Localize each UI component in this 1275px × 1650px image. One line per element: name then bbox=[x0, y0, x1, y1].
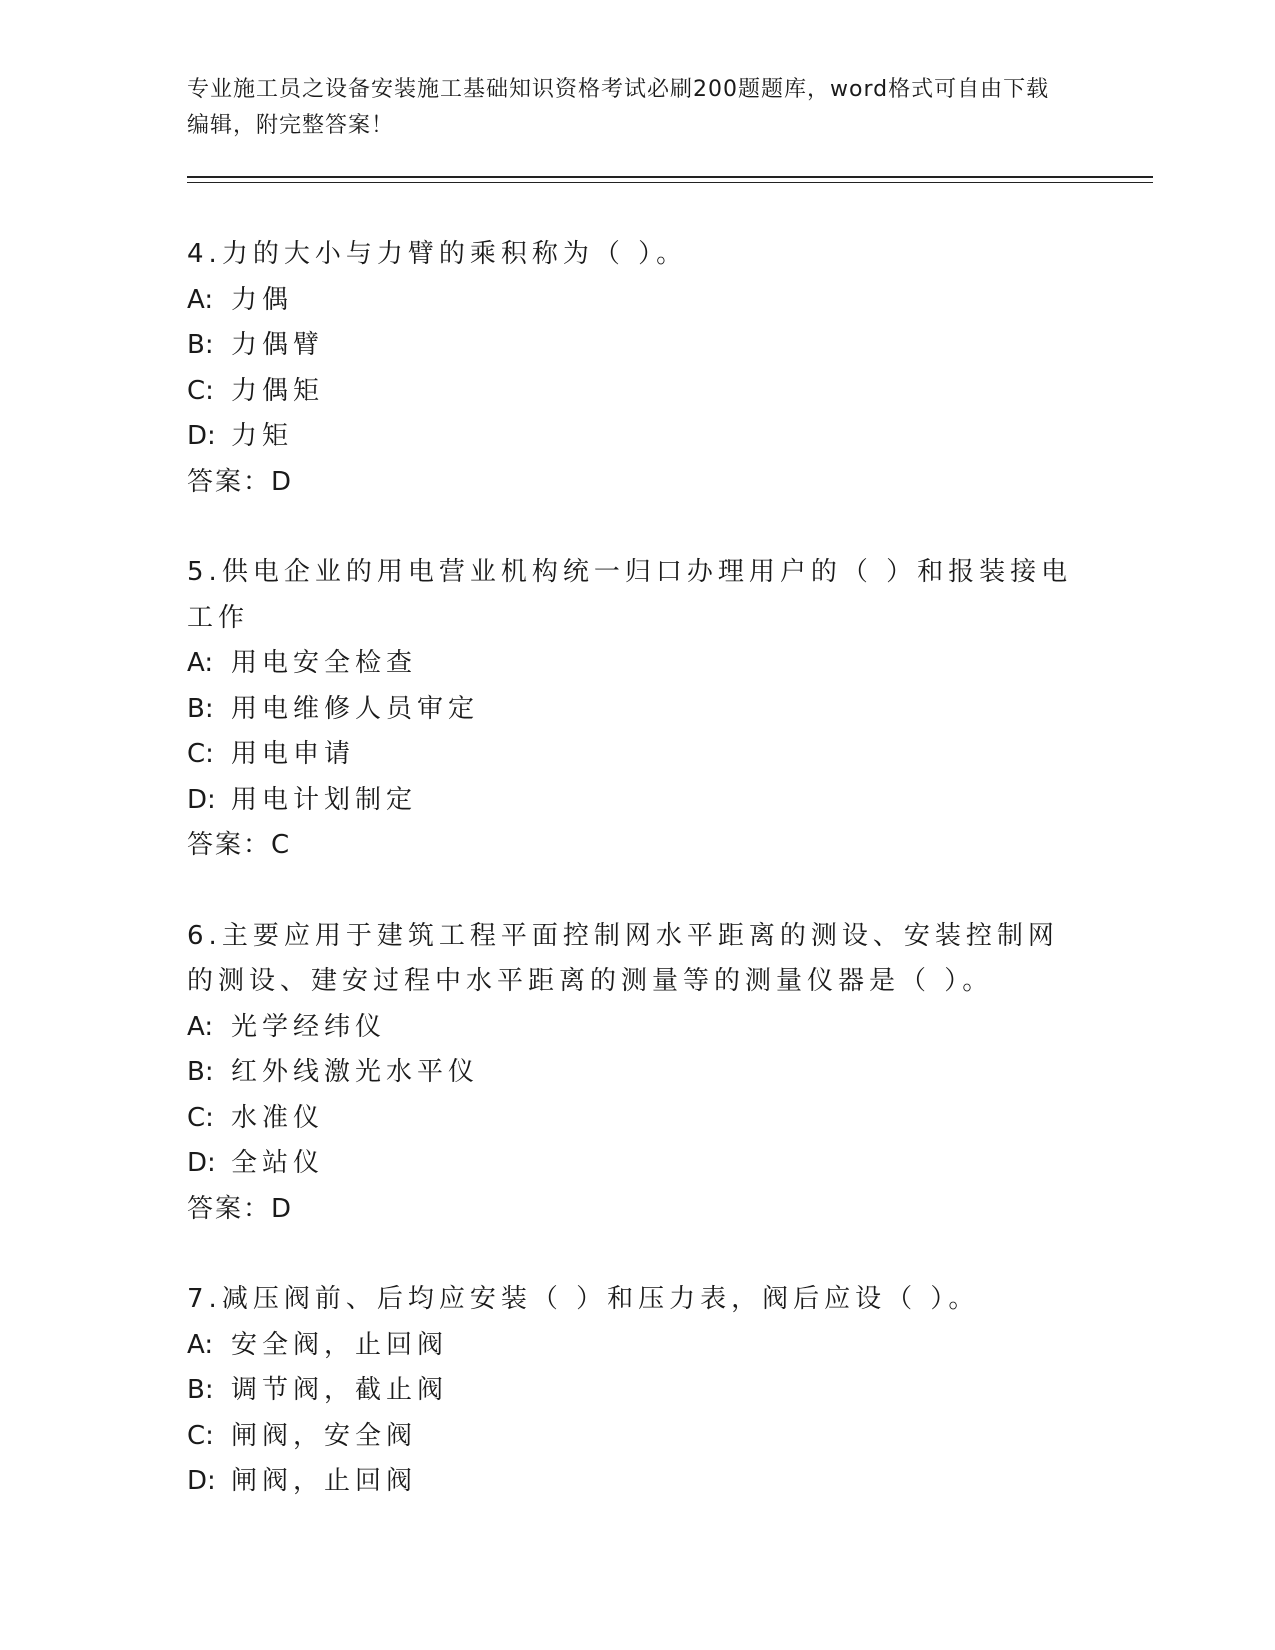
question-stem: 供电企业的用电营业机构统一归口办理用户的（ ）和报装接电工作 bbox=[187, 557, 1073, 633]
option-letter: A: bbox=[187, 1329, 214, 1360]
question-stem: 减压阀前、后均应安装（ ）和压力表，阀后应设（ ）。 bbox=[221, 1284, 980, 1314]
option-d bbox=[187, 778, 1087, 824]
option-letter: B: bbox=[187, 1375, 214, 1405]
option-a bbox=[187, 641, 1087, 687]
option-d bbox=[187, 1141, 1087, 1187]
question-text bbox=[187, 550, 1087, 641]
answer-line: 答案：C bbox=[187, 830, 292, 860]
question-number: 6. bbox=[187, 920, 222, 951]
option-text: 水准仪 bbox=[231, 1102, 325, 1133]
option-b bbox=[187, 687, 1087, 733]
option-letter: D: bbox=[187, 784, 216, 815]
option-letter: B: bbox=[187, 693, 214, 724]
option-d bbox=[187, 1459, 1087, 1505]
option-a bbox=[187, 278, 1087, 324]
option-text: 用电计划制定 bbox=[231, 784, 418, 815]
option-letter: C: bbox=[187, 1102, 214, 1133]
answer-line: 答案：D bbox=[187, 1193, 294, 1224]
option-b bbox=[187, 1050, 1087, 1096]
option-text: 力偶 bbox=[231, 284, 294, 315]
option-text: 力偶矩 bbox=[231, 375, 325, 406]
option-text: 力矩 bbox=[231, 421, 294, 451]
document-header: 专业施工员之设备安装施工基础知识资格考试必刷200题题库，word格式可自由下载编辑，附完整答案！ bbox=[187, 77, 1050, 138]
option-a bbox=[187, 1323, 1087, 1369]
option-text: 用电申请 bbox=[231, 739, 356, 769]
option-letter: A: bbox=[187, 284, 214, 315]
option-text: 调节阀，截止阀 bbox=[231, 1375, 449, 1405]
option-text: 用电安全检查 bbox=[231, 648, 418, 678]
option-letter: B: bbox=[187, 330, 214, 360]
option-letter: C: bbox=[187, 375, 214, 406]
question-text bbox=[187, 232, 1087, 278]
header-rule-thin bbox=[187, 182, 1153, 183]
question-list bbox=[187, 232, 1087, 1550]
option-letter: D: bbox=[187, 1466, 216, 1496]
option-c bbox=[187, 732, 1087, 778]
question-number: 4. bbox=[187, 239, 222, 269]
option-b bbox=[187, 323, 1087, 369]
option-letter: C: bbox=[187, 739, 214, 769]
header-rule-thick bbox=[187, 176, 1153, 178]
option-a bbox=[187, 1005, 1087, 1051]
option-letter: C: bbox=[187, 1420, 214, 1451]
question-text bbox=[187, 914, 1087, 1005]
option-text: 光学经纬仪 bbox=[231, 1011, 387, 1042]
option-text: 用电维修人员审定 bbox=[231, 693, 480, 724]
question-text bbox=[187, 1277, 1087, 1323]
answer-line: 答案：D bbox=[187, 466, 294, 497]
option-text: 安全阀，止回阀 bbox=[231, 1329, 449, 1360]
question-6 bbox=[187, 914, 1087, 1233]
option-letter: B: bbox=[187, 1057, 214, 1087]
option-letter: D: bbox=[187, 1148, 216, 1178]
option-c bbox=[187, 369, 1087, 415]
option-c bbox=[187, 1414, 1087, 1460]
question-stem: 力的大小与力臂的乘积称为（ ）。 bbox=[221, 239, 688, 269]
option-text: 全站仪 bbox=[231, 1148, 325, 1178]
option-b bbox=[187, 1368, 1087, 1414]
question-number: 7. bbox=[187, 1284, 222, 1314]
option-text: 闸阀，止回阀 bbox=[231, 1466, 418, 1496]
option-letter: A: bbox=[187, 1011, 214, 1042]
option-text: 闸阀，安全阀 bbox=[231, 1420, 418, 1451]
option-letter: D: bbox=[187, 421, 216, 451]
option-d bbox=[187, 414, 1087, 460]
question-5 bbox=[187, 550, 1087, 869]
option-text: 红外线激光水平仪 bbox=[231, 1057, 480, 1087]
question-4 bbox=[187, 232, 1087, 505]
option-letter: A: bbox=[187, 648, 214, 678]
option-c bbox=[187, 1096, 1087, 1142]
question-number: 5. bbox=[187, 557, 222, 587]
question-7 bbox=[187, 1277, 1087, 1505]
question-stem: 主要应用于建筑工程平面控制网水平距离的测设、安装控制网的测设、建安过程中水平距离的测量等的测量仪器是（ ）。 bbox=[187, 920, 1059, 996]
option-text: 力偶臂 bbox=[231, 330, 325, 360]
